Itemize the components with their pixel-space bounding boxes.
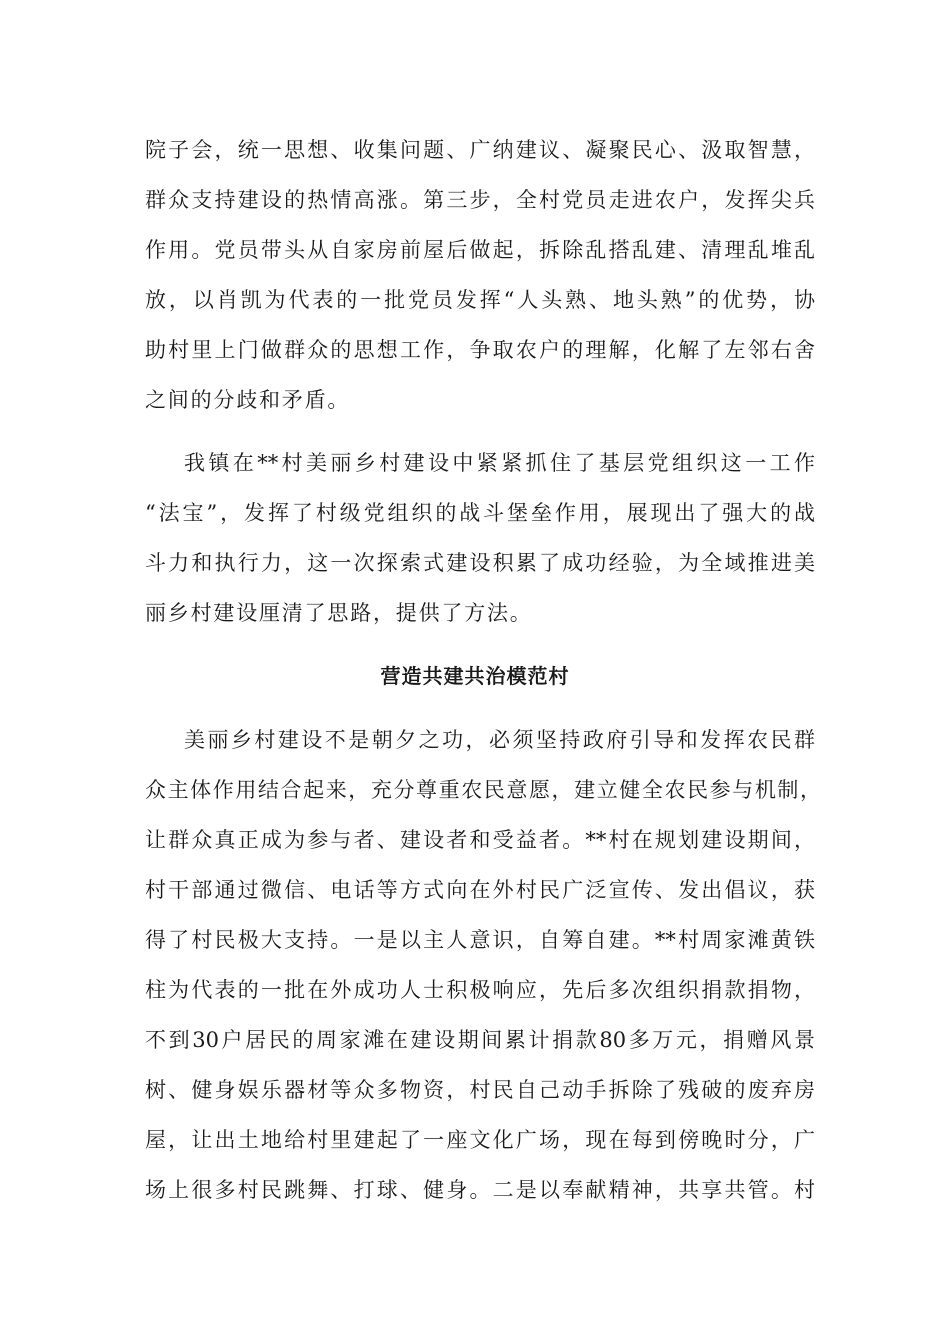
paragraph-1-line-1: 院子会，统一思想、收集问题、广纳建议、凝聚民心、汲取智慧， [145,138,815,162]
paragraph-3-line-8: 树、健身娱乐器材等众多物资，村民自己动手拆除了残破的废弃房 [145,1078,815,1102]
paragraph-3-line-7: 不到30户居民的周家滩在建设期间累计捐款80多万元，捐赠风景 [145,1028,815,1052]
section-heading: 营造共建共治模范村 [380,664,570,688]
paragraph-3-line-2: 众主体作用结合起来，充分尊重农民意愿，建立健全农民参与机制， [145,778,821,802]
paragraph-2-line-4: 丽乡村建设厘清了思路，提供了方法。 [145,601,533,625]
paragraph-2-line-3: 斗力和执行力，这一次探索式建设积累了成功经验，为全域推进美 [145,551,815,575]
paragraph-1-line-4: 放，以肖凯为代表的一批党员发挥“人头熟、地头熟”的优势，协 [145,288,815,312]
paragraph-1-line-3: 作用。党员带头从自家房前屋后做起，拆除乱搭乱建、清理乱堆乱 [145,238,815,262]
paragraph-3-line-6: 柱为代表的一批在外成功人士积极响应，先后多次组织捐款捐物， [145,978,815,1002]
paragraph-2-line-1: 我镇在**村美丽乡村建设中紧紧抓住了基层党组织这一工作 [184,451,815,475]
paragraph-3-line-10: 场上很多村民跳舞、打球、健身。二是以奉献精神，共享共管。村 [145,1178,815,1202]
paragraph-3-line-9: 屋，让出土地给村里建起了一座文化广场，现在每到傍晚时分，广 [145,1128,815,1152]
paragraph-2-line-2: “法宝”，发挥了村级党组织的战斗堡垒作用，展现出了强大的战 [145,501,815,525]
paragraph-3-line-5: 得了村民极大支持。一是以主人意识，自筹自建。**村周家滩黄铁 [145,928,815,952]
paragraph-1-line-6: 之间的分歧和矛盾。 [145,388,351,412]
paragraph-1-line-2: 群众支持建设的热情高涨。第三步，全村党员走进农户，发挥尖兵 [145,188,815,212]
paragraph-3-line-1: 美丽乡村建设不是朝夕之功，必须坚持政府引导和发挥农民群 [184,728,815,752]
paragraph-3-line-3: 让群众真正成为参与者、建设者和受益者。**村在规划建设期间， [145,828,815,852]
paragraph-3-line-4: 村干部通过微信、电话等方式向在外村民广泛宣传、发出倡议，获 [145,878,815,902]
paragraph-1-line-5: 助村里上门做群众的思想工作，争取农户的理解，化解了左邻右舍 [145,338,815,362]
